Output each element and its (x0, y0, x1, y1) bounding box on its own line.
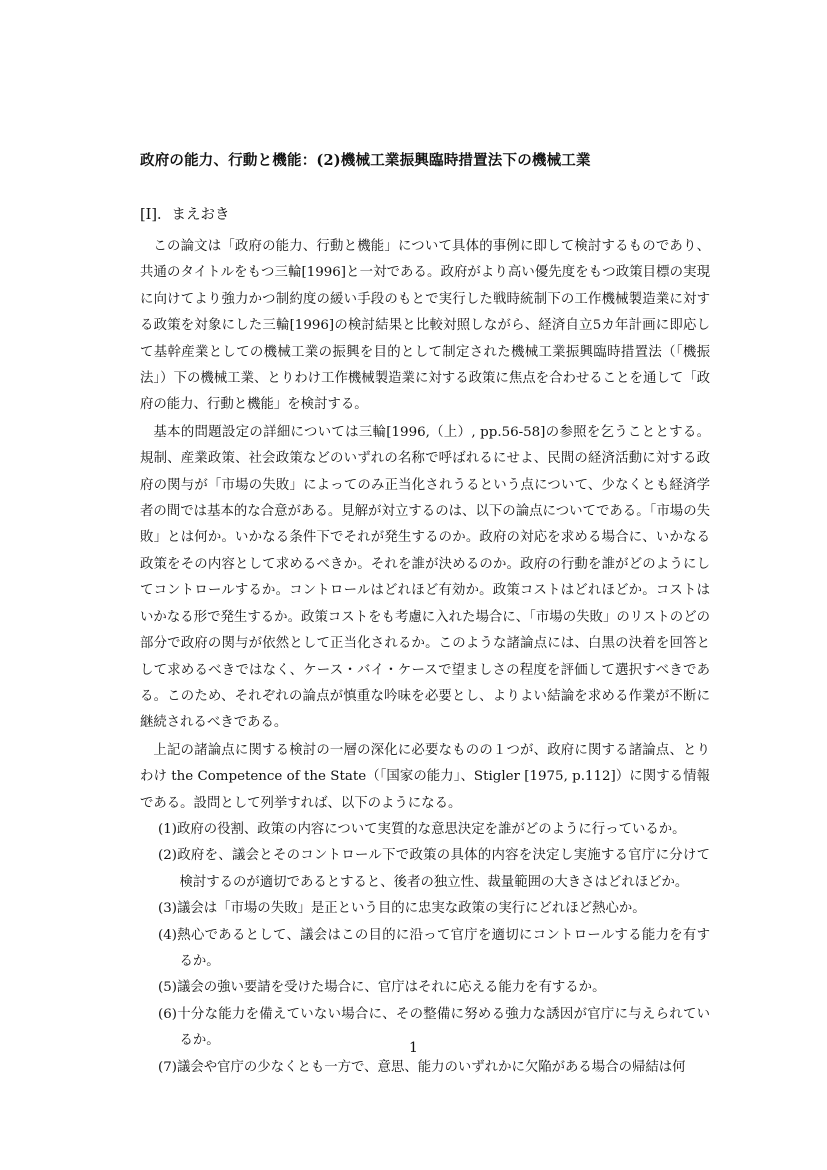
paragraph: この論文は「政府の能力、行動と機能」について具体的事例に即して検討するものであり、共通のタイトルをもつ三輪[1996]と一対である。政府がより高い優先度をもつ政策目標の実現に向けてより強力かつ制約度の緩い手段のもとで実行した戦時統制下の工作機械製造業に対する政策を対象にした三輪[1996]の検討結果と比較対照しながら、経済自立5カ年計画に即応して基幹産業としての機械工業の振興を目的として制定された機械工業振興臨時措置法（「機振法」）下の機械工業、とりわけ工作機械製造業に対する政策に焦点を合わせることを通して「政府の能力、行動と機能」を検討する。 (140, 239, 710, 413)
question-item: (2)政府を、議会とそのコントロール下で政策の具体的内容を決定し実施する官庁に分けて検討するのが適切であるとすると、後者の独立性、裁量範囲の大きさはどれほどか。 (158, 848, 710, 890)
paragraph: 基本的問題設定の詳細については三輪[1996,（上）, pp.56-58]の参照を乞うこととする。規制、産業政策、社会政策などのいずれの名称で呼ばれるにせよ、民間の経済活動に対する政府の関与が「市場の失敗」によってのみ正当化されうるという点について、少なくとも経済学者の間では基本的な合意がある。見解が対立するのは、以下の論点についてである。「市場の失敗」とは何か。いかなる条件下でそれが発生するのか。政府の対応を求める場合に、いかなる政策をその内容として求めるべきか。それを誰が決めるのか。政府の行動を誰がどのようにしてコントロールするか。コントロールはどれほど有効か。政策コストはどれほどか。コストはいかなる形で発生するか。政策コストをも考慮に入れた場合に、「市場の失敗」のリストのどの部分で政府の関与が依然として正当化されるか。このような諸論点には、白黒の決着を回答として求めるべきではなく、ケース・バイ・ケースで望ましさの程度を評価して選択すべきである。このため、それぞれの論点が慎重な吟味を必要とし、よりよい結論を求める作業が不断に継続されるべきである。 (140, 424, 710, 731)
question-item: (5)議会の強い要請を受けた場合に、官庁はそれに応える能力を有するか。 (158, 980, 606, 996)
question-item: (1)政府の役割、政策の内容について実質的な意思決定を誰がどのように行っているか。 (158, 821, 686, 837)
question-item: (4)熱心であるとして、議会はこの目的に沿って官庁を適切にコントロールする能力を有するか。 (158, 927, 710, 969)
question-item: (6)十分な能力を備えていない場合に、その整備に努める強力な誘因が官庁に与えられているか。 (158, 1006, 710, 1049)
page-number: 1 (409, 1040, 418, 1056)
section-heading: [I]．まえおき (140, 207, 230, 223)
document-title: 政府の能力、行動と機能：(2)機械工業振興臨時措置法下の機械工業 (140, 152, 591, 169)
paragraph: 上記の諸論点に関する検討の一層の深化に必要なものの１つが、政府に関する諸論点、とりわけ the Competence of the State（「国家の能力」、Stigler [1975, p.112]）に関する情報である。設問として列挙すれば、以下のようになる。 (140, 742, 710, 811)
question-item: (3)議会は「市場の失敗」是正という目的に忠実な政策の実行にどれほど熱心か。 (158, 901, 646, 917)
body-text (140, 234, 710, 1081)
question-item: (7)議会や官庁の少なくとも一方で、意思、能力のいずれかに欠陥がある場合の帰結は何 (158, 1059, 686, 1075)
